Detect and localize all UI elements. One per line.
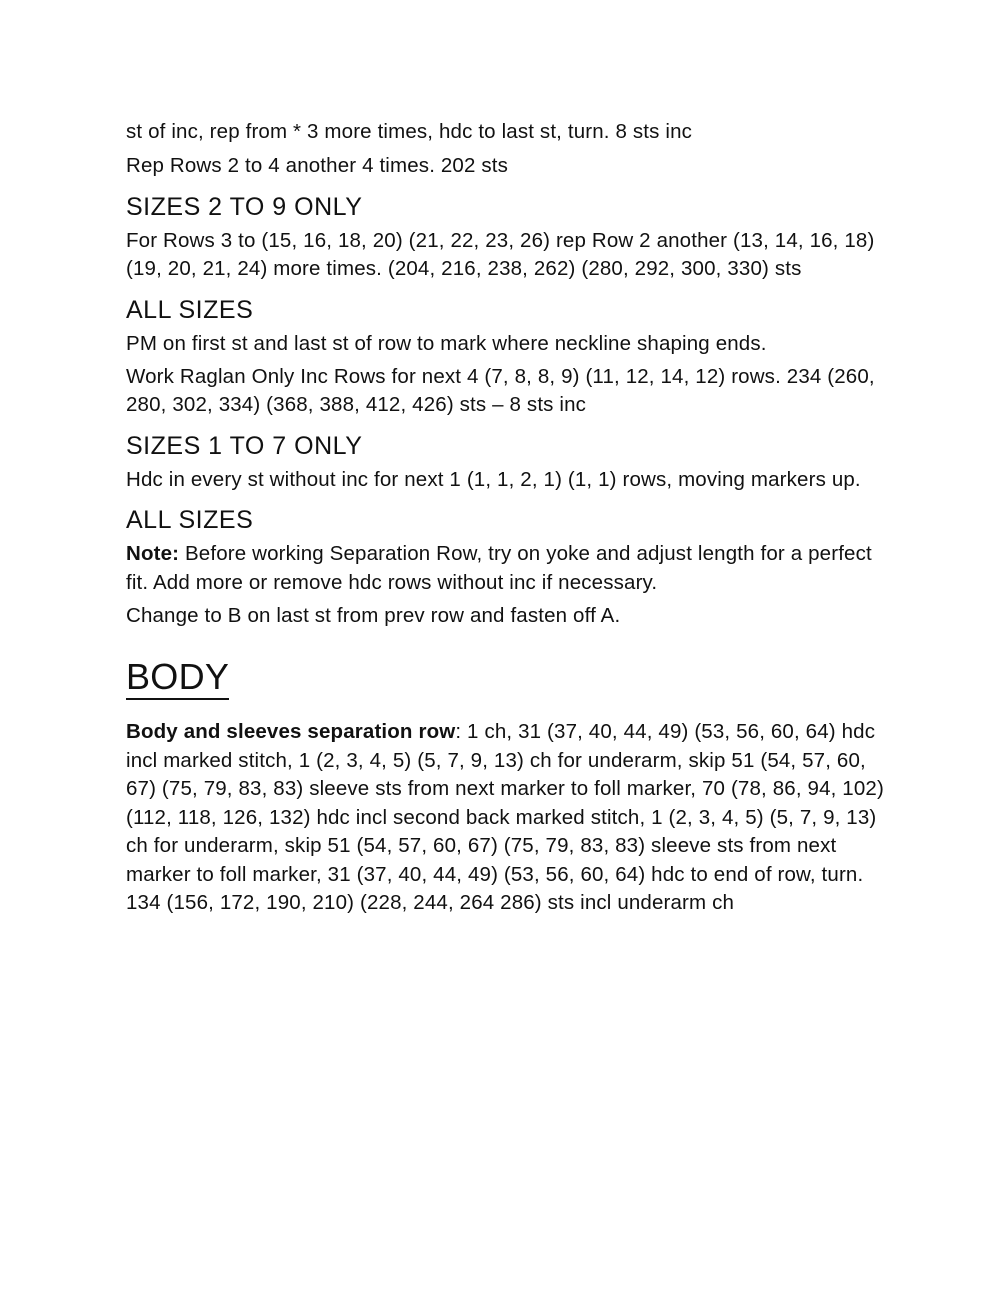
separation-row-text: : 1 ch, 31 (37, 40, 44, 49) (53, 56, 60, 64) hdc incl marked stitch, 1 (2, 3, 4, 5) (5, 7, 9, 13) ch for underarm, skip 51 (54, 57, 60, 67) (75, 79, 83, 83) sleeve sts from next marker to foll marker, 70 (78, 86, 94, 102) (112, 118, 126, 132) hdc incl second back marked stitch, 1 (2, 3, 4, 5) (5, 7, 9, 13) ch for underarm, skip 51 (54, 57, 60, 67) (75, 79, 83, 83) sleeve sts from next marker to foll marker, 31 (37, 40, 44, 49) (53, 56, 60, 64) hdc to end of row, turn. 134 (156, 172, 190, 210) (228, 244, 264 286) sts incl underarm ch xyxy=(126,720,884,914)
all-sizes-pm-text: PM on first st and last st of row to mark where neckline shaping ends. xyxy=(126,331,767,355)
heading-sizes-1-7: SIZES 1 TO 7 ONLY xyxy=(126,431,363,460)
pattern-page xyxy=(126,118,886,917)
sizes-1-7-text: Hdc in every st without inc for next 1 (1, 1, 2, 1) (1, 1) rows, moving markers up. xyxy=(126,467,861,491)
separation-row-label: Body and sleeves separation row xyxy=(126,720,456,744)
note-label: Note: xyxy=(126,542,180,566)
separation-row-paragraph xyxy=(126,718,886,917)
sizes-2-9-text: For Rows 3 to (15, 16, 18, 20) (21, 22, 23, 26) rep Row 2 another (13, 14, 16, 18) (19, 20, 21, 24) more times. (204, 216, 238, 262) (280, 292, 300, 330) sts xyxy=(126,228,875,281)
heading-sizes-2-9: SIZES 2 TO 9 ONLY xyxy=(126,192,363,221)
all-sizes-raglan-text: Work Raglan Only Inc Rows for next 4 (7, 8, 8, 9) (11, 12, 14, 12) rows. 234 (260, 280, 302, 334) (368, 388, 412, 426) sts – 8 sts inc xyxy=(126,365,875,417)
change-color-text: Change to B on last st from prev row and fasten off A. xyxy=(126,604,621,628)
note-paragraph xyxy=(126,540,886,597)
intro-line-1: st of inc, rep from * 3 more times, hdc to last st, turn. 8 sts inc xyxy=(126,120,693,143)
intro-line-2: Rep Rows 2 to 4 another 4 times. 202 sts xyxy=(126,154,509,178)
heading-body: BODY xyxy=(126,658,229,700)
note-text: Before working Separation Row, try on yoke and adjust length for a perfect fit. Add more or remove hdc rows without inc if necessary. xyxy=(126,542,872,594)
heading-all-sizes-2: ALL SIZES xyxy=(126,506,254,535)
heading-all-sizes-1: ALL SIZES xyxy=(126,295,254,324)
